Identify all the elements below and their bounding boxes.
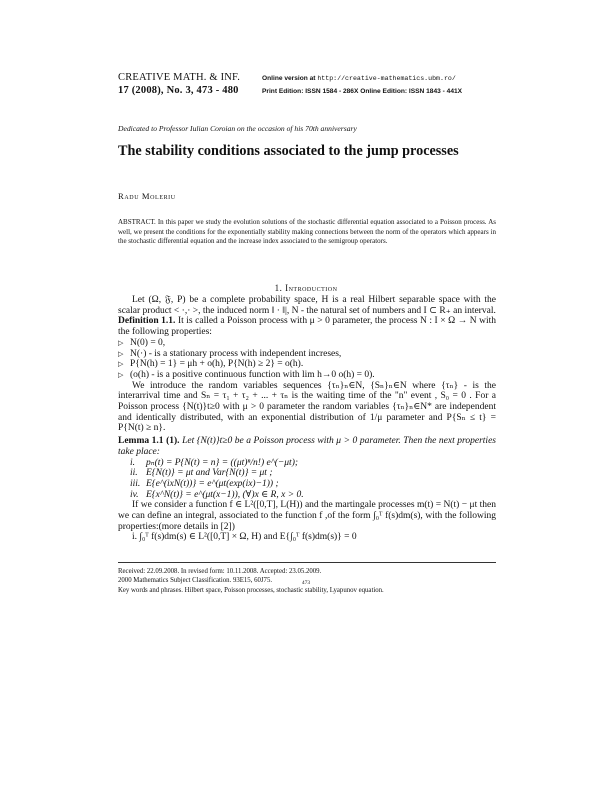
page-number: 473 — [301, 580, 311, 586]
list-item: ▷ P{N(h) = 1} = μh + o(h), P{N(h) ≥ 2} = o(h). — [118, 359, 304, 370]
paper-title: The stability conditions associated to the jump processes — [118, 143, 459, 159]
journal-url[interactable]: http://creative-mathematics.ubm.ro/ — [317, 75, 456, 82]
msc-classification: 2000 Mathematics Subject Classification. 93E15, 60J75. — [118, 577, 273, 585]
triangle-bullet-icon: ▷ — [118, 349, 124, 358]
list-item: ▷ N(0) = 0, — [118, 337, 166, 348]
integral-property: i. ∫₀ᵀ f(s)dm(s) ∈ L²([0,T] × Ω, H) and E{∫₀ᵀ f(s)dm(s)} = 0 — [132, 532, 357, 543]
journal-header — [118, 71, 240, 97]
list-item: ii. E{N(t)} = μt and Var{N(t)} = μt ; — [130, 468, 273, 479]
keywords: Key words and phrases. Hilbert space, Poisson processes, stochastic stability, Lyapunov equation. — [118, 586, 384, 594]
triangle-bullet-icon: ▷ — [118, 370, 124, 379]
triangle-bullet-icon: ▷ — [118, 360, 124, 369]
journal-name: CREATIVE MATH. & INF. — [118, 72, 241, 83]
triangle-bullet-icon: ▷ — [118, 338, 124, 347]
definition-properties — [118, 338, 496, 381]
list-item: iii. E{e^(ixN(t))} = e^(μt(exp(ix)−1)) ; — [130, 478, 279, 489]
list-item: i. pₙ(t) = P{N(t) = n} = ((μt)ⁿ/n!) e^(−μt); — [130, 457, 299, 468]
lemma-label: Lemma 1.1 (1). — [118, 436, 180, 447]
edition-header — [262, 72, 462, 98]
paragraph-intro: Let (Ω, 𝔉, P) be a complete probability space, H is a real Hilbert separable space with the scalar product < ·,· >, the induced norm ‖ · ‖|, N - the natural set of numbers and I ⊂ R₊ an interval. — [118, 295, 496, 316]
abstract: ABSTRACT. In this paper we study the evolution solutions of the stochastic differential equation associated to a Poisson process. As well, we present the conditions for the exponentially stability making connections between the norm of the operators which appears in the stochastic differential equation and the increase index associated to the semigroup operators. — [118, 218, 496, 246]
print-edition: Print Edition: ISSN 1584 - 286X Online Edition: ISSN 1843 - 441X — [262, 88, 463, 95]
paragraph-random-variables: We introduce the random variables sequences {τₙ}ₙ∈N, {Sₙ}ₙ∈N where {τₙ} - is the interarrival time and Sₙ = τ₁ + τ₂ + ... + τₙ is the waiting time of the "n" event , S₀ = 0 . For a Poisson process {N(t)}t≥0 with μ > 0 parameter the random variables {τₙ}ₙ∈N* are independent and identically distributed, with an exponential distribution of 1/μ parameter and P{Sₙ ≤ t} = P{N(t) ≥ n}. — [118, 380, 496, 434]
lemma: Lemma 1.1 (1). Let {N(t)}t≥0 be a Poisson process with μ > 0 parameter. Then the next properties take place: — [118, 436, 496, 457]
paragraph-integral: If we consider a function f ∈ L²([0,T], L(H)) and the martingale processes m(t) = N(t) − μt then we can define an integral, associated to the function f ,of the form ∫₀ᵀ f(s)dm(s), with the following properties:(more details in [2]) — [118, 500, 496, 532]
list-item: ▷ (o(h) - is a positive continuous function with lim h→0 o(h) = 0). — [118, 369, 375, 380]
footnotes — [118, 562, 496, 595]
online-version: Online version at http://creative-mathematics.ubm.ro/ — [262, 75, 456, 82]
definition-label: Definition 1.1. — [118, 316, 176, 327]
dedication: Dedicated to Professor Iulian Coroian on the occasion of his 70th anniversary — [118, 124, 357, 133]
definition: Definition 1.1. It is called a Poisson process with μ > 0 parameter, the process N : I × Ω → N with the following properties: — [118, 316, 497, 338]
section-heading: 1. Introduction — [274, 283, 338, 293]
lemma-properties — [118, 458, 496, 501]
received-dates: Received: 22.09.2008. In revised form: 10.11.2008. Accepted: 23.05.2009. — [118, 568, 322, 575]
list-item: ▷ N(·) - is a stationary process with independent increses, — [118, 348, 342, 359]
volume-info: 17 (2008), No. 3, 473 - 480 — [118, 85, 239, 96]
list-item: iv. E{x^N(t)} = e^(μt(x−1)), (∀)x ∈ R, x > 0. — [130, 489, 304, 500]
body-text — [118, 295, 496, 543]
author-name: Radu Moleriu — [118, 191, 176, 201]
